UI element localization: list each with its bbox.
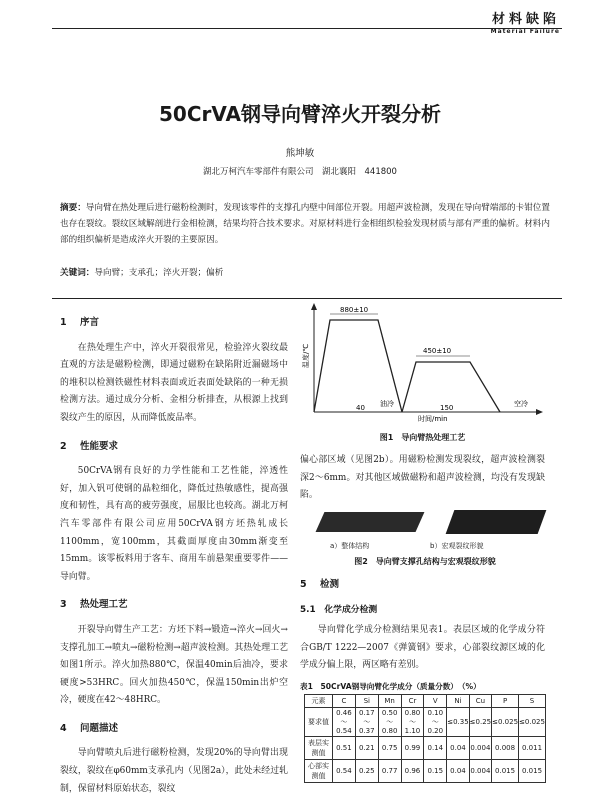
section-5-1-heading: 5.1 化学成分检测 bbox=[300, 604, 378, 615]
table-cell: ≤0.35 bbox=[447, 708, 469, 737]
section-1-heading bbox=[60, 314, 288, 332]
temper-time-label: 150 bbox=[440, 404, 454, 412]
section-5-heading bbox=[300, 576, 545, 594]
section-4-text: 导向臂喷丸后进行磁粉检测，发现20%的导向臂出现裂纹，裂纹在φ60mm支承孔内（见图2a），此处未经过轧制，保留材料原始状态，裂纹 bbox=[60, 748, 288, 794]
table-cell: ≤0.025 bbox=[519, 708, 546, 737]
abstract bbox=[60, 200, 550, 248]
table-cell: ≤0.25 bbox=[469, 708, 491, 737]
figure-1-chart bbox=[300, 302, 545, 422]
temper-temp-label: 450±10 bbox=[423, 347, 452, 355]
section-number: 4 bbox=[60, 722, 67, 734]
oil-cool-label: 油冷 bbox=[380, 400, 394, 408]
table-header-cell: S bbox=[519, 695, 546, 708]
table-row bbox=[305, 760, 546, 783]
table-cell: 0.015 bbox=[519, 760, 546, 783]
section-number: 5 bbox=[300, 579, 307, 590]
table-header-cell: Ni bbox=[447, 695, 469, 708]
table-header-cell: Mn bbox=[378, 695, 401, 708]
table-cell: 0.011 bbox=[519, 737, 546, 760]
y-axis-arrow bbox=[311, 303, 317, 310]
keywords-text: 导向臂；支承孔；淬火开裂；偏析 bbox=[94, 268, 224, 278]
quench-time-label: 40 bbox=[356, 404, 365, 412]
table-header-cell: Si bbox=[355, 695, 378, 708]
table-row-label: 表层实测值 bbox=[305, 737, 333, 760]
affiliation: 湖北万柯汽车零部件有限公司 湖北襄阳 441800 bbox=[203, 167, 397, 177]
section-4-heading bbox=[60, 720, 288, 738]
paper-title: 50CrVA钢导向臂淬火开裂分析 bbox=[159, 102, 441, 126]
header-rule bbox=[52, 28, 562, 29]
table-header-cell: Cu bbox=[469, 695, 491, 708]
table-cell: 0.015 bbox=[492, 760, 519, 783]
table-cell: 0.15 bbox=[424, 760, 447, 783]
table-cell: 0.21 bbox=[355, 737, 378, 760]
section-number: 1 bbox=[60, 317, 67, 328]
table-row-label: 心部实测值 bbox=[305, 760, 333, 783]
figure-2-photos bbox=[300, 504, 550, 538]
y-axis-label: 温度/℃ bbox=[302, 343, 310, 368]
table-cell: 0.50～0.80 bbox=[378, 708, 401, 737]
keywords bbox=[60, 266, 550, 278]
table-row bbox=[305, 737, 546, 760]
x-axis-label: 时间/min bbox=[418, 415, 448, 423]
journal-name-en: Material Failure bbox=[490, 28, 560, 35]
table-cell: 0.008 bbox=[492, 737, 519, 760]
figure-2-caption: 图2 导向臂支撑孔结构与宏观裂纹形貌 bbox=[354, 557, 496, 566]
table-cell: 0.75 bbox=[378, 737, 401, 760]
abstract-label: 摘要： bbox=[60, 203, 86, 213]
section-number: 2 bbox=[60, 440, 67, 452]
quench-curve bbox=[314, 320, 402, 412]
table-cell: 0.77 bbox=[378, 760, 401, 783]
section-title: 热处理工艺 bbox=[80, 599, 128, 611]
right-column-top bbox=[300, 452, 545, 505]
abstract-rule bbox=[52, 298, 562, 299]
journal-header bbox=[491, 8, 560, 35]
table-header-cell: 元素 bbox=[305, 695, 333, 708]
table-cell: 0.04 bbox=[447, 760, 469, 783]
table-cell: 0.25 bbox=[355, 760, 378, 783]
section-title: 检测 bbox=[320, 579, 340, 590]
table-cell: 0.17～0.37 bbox=[355, 708, 378, 737]
left-column bbox=[60, 304, 288, 798]
section-4-continued-text: 偏心部区域（见图2b）。用磁粉检测发现裂纹，超声波检测裂深2～6mm。对其他区域做磁粉和超声波检测，均没有发现缺陷。 bbox=[300, 455, 545, 501]
table-header-cell: V bbox=[424, 695, 447, 708]
table-cell: 0.51 bbox=[333, 737, 356, 760]
quench-temp-label: 880±10 bbox=[340, 306, 369, 314]
figure-2a-caption: a）整体结构 bbox=[330, 542, 370, 550]
table-1 bbox=[304, 694, 546, 783]
figure-1-caption: 图1 导向臂热处理工艺 bbox=[379, 433, 466, 442]
table-cell: 0.54 bbox=[333, 760, 356, 783]
table-1-caption: 表1 50CrVA钢导向臂化学成分（质量分数） （%） bbox=[300, 682, 481, 691]
table-cell: 0.96 bbox=[401, 760, 424, 783]
guide-arm-photo bbox=[316, 512, 425, 532]
table-cell: 0.80～1.10 bbox=[401, 708, 424, 737]
section-2-heading bbox=[60, 438, 288, 456]
table-cell: 0.10～0.20 bbox=[424, 708, 447, 737]
section-3-text: 开裂导向臂生产工艺：方坯下料→锻造→淬火→回火→支撑孔加工→喷丸→磁粉检测→超声波检测。其热处理工艺如图1所示。淬火加热880℃，保温40min后油冷，要求硬度>53HRC。回火加热450℃，保温150min出炉空冷，硬度在42～48HRC。 bbox=[60, 624, 288, 706]
table-row bbox=[305, 708, 546, 737]
section-5-1-text: 导向臂化学成分检测结果见表1。表层区域的化学成分符合GB/T 1222—2007《弹簧钢》要求，心部裂纹源区域的化学成分偏上限，两区略有差别。 bbox=[300, 625, 545, 671]
table-cell: 0.14 bbox=[424, 737, 447, 760]
air-cool-label: 空冷 bbox=[514, 400, 528, 408]
table-cell: 0.004 bbox=[469, 760, 491, 783]
section-title: 问题描述 bbox=[80, 722, 119, 734]
section-1-text: 在热处理生产中，淬火开裂很常见，检验淬火裂纹最直观的方法是磁粉检测，即通过磁粉在缺陷附近漏磁场中的堆积以检测铁磁性材料表面或近表面处缺陷的一种无损检测方法。通过成分分析、金相分析排查，从根源上找到裂纹产生的原因，从而降低废品率。 bbox=[60, 342, 288, 423]
section-title: 序言 bbox=[80, 317, 100, 328]
table-cell: 0.99 bbox=[401, 737, 424, 760]
right-column-bottom bbox=[300, 566, 545, 675]
keywords-label: 关键词： bbox=[60, 268, 95, 278]
crack-photo bbox=[446, 510, 547, 534]
table-header-row bbox=[305, 695, 546, 708]
table-cell: 0.004 bbox=[469, 737, 491, 760]
figure-2b-caption: b）宏观裂纹形貌 bbox=[430, 542, 484, 550]
abstract-text: 导向臂在热处理后进行磁粉检测时，发现该零件的支撑孔内壁中间部位开裂。用超声波检测，发现在导向臂端部的卡钳位置也存在裂纹。裂纹区域解剖进行金相检测，结果均符合技术要求。对原材料进行金相组织检验发现材质与部有严重的偏析。材料内部的组织偏析是造成淬火开裂的主要原因。 bbox=[60, 203, 550, 245]
table-row-label: 要求值 bbox=[305, 708, 333, 737]
table-cell: ≤0.025 bbox=[492, 708, 519, 737]
composition-table bbox=[304, 694, 546, 783]
table-cell: 0.04 bbox=[447, 737, 469, 760]
section-title: 性能要求 bbox=[80, 440, 119, 452]
table-header-cell: P bbox=[492, 695, 519, 708]
section-3-heading bbox=[60, 596, 288, 614]
x-axis-arrow bbox=[536, 409, 543, 415]
section-2-text: 50CrVA钢有良好的力学性能和工艺性能，淬透性好，加入钒可使钢的晶粒细化，降低过热敏感性，提高强度和韧性，具有高的疲劳强度，屈服比也较高。湖北万柯汽车零部件有限公司应用50CrVA钢方坯热轧成长1100mm，宽100mm，其截面厚度由30mm渐变至15mm。该零板料用于客车、商用车前悬架重要零件——导向臂。 bbox=[60, 466, 288, 582]
table-cell: 0.46～0.54 bbox=[333, 708, 356, 737]
section-number: 3 bbox=[60, 599, 67, 611]
journal-name-cn: 材料缺陷 bbox=[491, 12, 560, 27]
table-header-cell: C bbox=[333, 695, 356, 708]
author: 熊坤敏 bbox=[285, 148, 315, 159]
table-header-cell: Cr bbox=[401, 695, 424, 708]
